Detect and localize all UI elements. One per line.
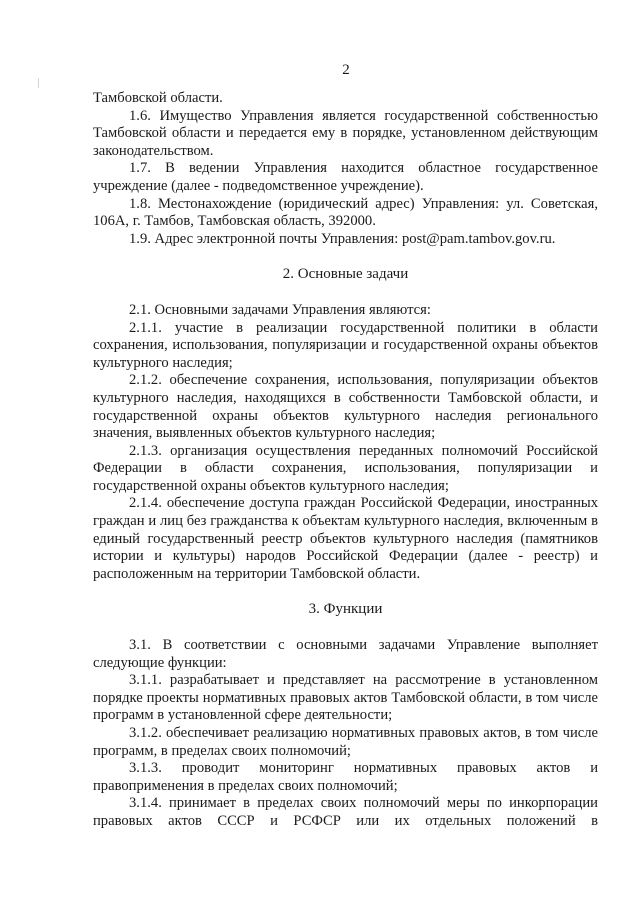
paragraph-3-1: 3.1. В соответствии с основными задачами Управление выполняет следующие функции: <box>93 637 598 671</box>
paragraph-1-8: 1.8. Местонахождение (юридический адрес) Управления: ул. Советская, 106А, г. Тамбов, Тамбовская область, 392000. <box>93 195 598 230</box>
paragraph-2-1-1: 2.1.1. участие в реализации государственной политики в области сохранения, использования, популяризации и государственной охраны объектов культурного наследия; <box>93 319 598 371</box>
paragraph-1-6: 1.6. Имущество Управления является государственной собственностью Тамбовской области и передается ему в порядке, установленном действующим законодательством. <box>93 107 598 159</box>
section-3-heading: 3. Функции <box>308 601 383 618</box>
paragraph-2-1-3: 2.1.3. организация осуществления переданных полномочий Российской Федерации в области сохранения, использования, популяризации и государственной охраны объектов культурного наследия; <box>93 442 598 494</box>
paragraph-1-9: 1.9. Адрес электронной почты Управления: post@pam.tambov.gov.ru. <box>129 230 556 247</box>
paragraph-2-1: 2.1. Основными задачами Управления являются: <box>129 301 431 318</box>
paragraph-continuation: Тамбовской области. <box>93 90 223 106</box>
paragraph-3-1-3: 3.1.3. проводит мониторинг нормативных правовых актов и правоприменения в пределах своих полномочий; <box>93 760 598 794</box>
paragraph-2-1-2: 2.1.2. обеспечение сохранения, использования, популяризации объектов культурного наследия, находящихся в собственности Тамбовской области, и государственной охраны объектов культурного наследия регионального значения, выявленных объектов культурного наследия; <box>93 372 598 442</box>
page-number: 2 <box>342 62 350 78</box>
section-2-heading: 2. Основные задачи <box>282 266 409 283</box>
paragraph-3-1-2: 3.1.2. обеспечивает реализацию нормативных правовых актов, в том числе программ, в пределах своих полномочий; <box>93 725 598 759</box>
paragraph-3-1-4: 3.1.4. принимает в пределах своих полномочий меры по инкорпорации правовых актов СССР и РСФСР или их отдельных положений в <box>93 795 598 829</box>
paragraph-2-1-4: 2.1.4. обеспечение доступа граждан Российской Федерации, иностранных граждан и лиц без гражданства к объектам культурного наследия, включенным в единый государственный реестр объектов культурного наследия (памятников истории и культуры) народов Российской Федерации (далее - реестр) и расположенным на территории Тамбовской области. <box>93 495 598 582</box>
document-body <box>93 90 598 831</box>
paragraph-3-1-1: 3.1.1. разрабатывает и представляет на рассмотрение в установленном порядке проекты нормативных правовых актов Тамбовской области, в том числе программ в установленной сфере деятельности; <box>93 672 598 724</box>
paragraph-1-7: 1.7. В ведении Управления находится областное государственное учреждение (далее - подведомственное учреждение). <box>93 160 598 194</box>
